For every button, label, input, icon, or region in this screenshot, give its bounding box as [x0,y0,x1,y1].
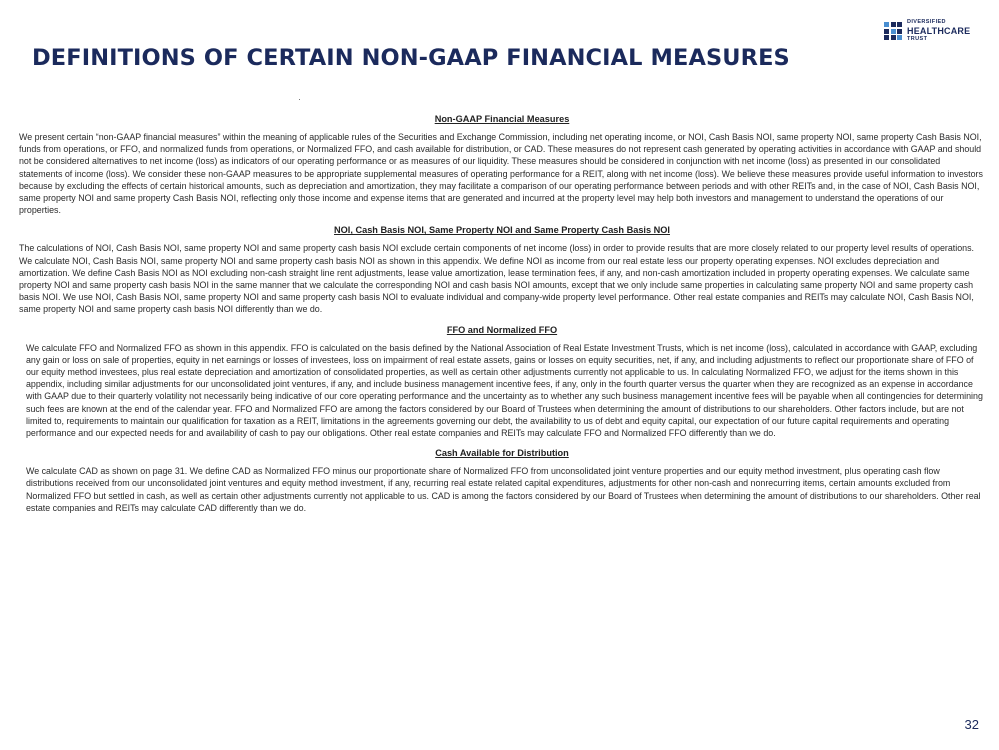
section-non-gaap [19,114,985,216]
section-paragraph: We calculate CAD as shown on page 31. We define CAD as Normalized FFO minus our proportionate share of Normalized FFO from unconsolidated joint venture properties and our equity method investment, plus operating cash flow distributions received from our unconsolidated joint ventures and equity method investment, if any, recurring real estate related capital expenditures, adjustments for other non-cash and nonrecurring items, certain amounts excluded from Normalized FFO but settled in cash, as well as certain other adjustments currently not applicable to us. CAD is among the factors considered by our Board of Trustees when determining the amount of distributions to our shareholders. Other real estate companies and REITs may calculate CAD differently than we do. [26,466,981,513]
section-paragraph: We calculate FFO and Normalized FFO as shown in this appendix. FFO is calculated on the basis defined by the National Association of Real Estate Investment Trusts, which is net income (loss), calculated in accordance with GAAP, excluding any gain or loss on sale of properties, equity in net earnings or losses of investees, loss on impairment of real estate assets, gains or losses on equity securities, net, if any, and including adjustments to reflect our proportionate share of FFO of our equity method investees, plus real estate depreciation and amortization of consolidated properties, as well as certain other adjustments currently not applicable to us. In calculating Normalized FFO, we adjust for the items shown in this appendix, including similar adjustments for our unconsolidated joint ventures, if any, and include business management incentive fees, if any, only in the fourth quarter versus the quarter when they are recognized as an expense in accordance with GAAP due to their quarterly volatility not necessarily being indicative of our core operating performance and the uncertainty as to whether any such business management incentive fees will be payable when all contingencies for determining such fees are known at the end of the calendar year. FFO and Normalized FFO are among the factors considered by our Board of Trustees when determining the amount of distributions to our shareholders. Other factors include, but are not limited to, requirements to maintain our qualification for taxation as a REIT, limitations in the agreements governing our debt, the availability to us of debt and equity capital, our expectation of our future capital requirements and operating performance and our expected needs for and availability of cash to pay our obligations. Other real estate companies and REITs may calculate FFO and Normalized FFO differently than we do. [26,342,983,439]
stray-dot [299,99,300,100]
logo-wordmark [907,20,970,42]
section-paragraph: The calculations of NOI, Cash Basis NOI, same property NOI and same property cash basis NOI exclude certain components of net income (loss) in order to provide results that are more closely related to our property level results of operations. We calculate NOI, Cash Basis NOI, same property NOI and same property cash basis NOI as shown in this appendix. We define NOI as income from our real estate less our property operating expenses. NOI excludes depreciation and amortization. We define Cash Basis NOI as NOI excluding non-cash straight line rent adjustments, lease value amortization, lease termination fees, if any, and non-cash amortization included in property operating expenses. We calculate same property NOI and same property cash basis NOI in the same manner that we calculate the corresponding NOI and cash basis NOI amounts, except that we only include same properties in calculating same property NOI and same property cash basis NOI. We use NOI, Cash Basis NOI, same property NOI and same property cash basis NOI to evaluate individual and company-wide property level performance. Other real estate companies and REITs may calculate NOI, Cash Basis NOI, same property NOI and same property cash basis NOI differently than we do. [19,243,974,315]
section-paragraph: We present certain “non-GAAP financial measures” within the meaning of applicable rules of the Securities and Exchange Commission, including net operating income, or NOI, Cash Basis NOI, same property NOI, same property Cash Basis NOI, funds from operations, or FFO, and normalized funds from operations, or Normalized FFO, and cash available for distribution, or CAD. These measures do not represent cash generated by operating activities in accordance with GAAP and should not be considered alternatives to net income (loss) as indicators of our operating performance or as measures of our liquidity. These measures should be considered in conjunction with net income (loss) as presented in our consolidated statements of income (loss). We consider these non-GAAP measures to be appropriate supplemental measures of operating performance for a REIT, along with net income (loss). We believe these measures provide useful information to investors because by excluding the effects of certain historical amounts, such as depreciation and amortization, they may facilitate a comparison of our operating performance between periods and with other REITs and, in the case of NOI, Cash Basis NOI, same property NOI and same property Cash Basis NOI, reflecting only those income and expense items that are generated and incurred at the property level may help both investors and management to understand the operations of our properties. [19,132,983,216]
section-cad [19,448,985,514]
logo-line-2: HEALTHCARE [907,25,971,36]
section-heading: Non-GAAP Financial Measures [434,114,570,124]
page-title: DEFINITIONS OF CERTAIN NON-GAAP FINANCIAL MEASURES [32,45,790,71]
section-ffo [19,325,985,440]
logo-line-1: DIVERSIFIED [907,19,946,25]
definitions-content [19,114,985,523]
section-heading: Cash Available for Distribution [435,448,569,459]
company-logo [884,20,970,42]
logo-line-3: TRUST [907,35,928,42]
page-number: 32 [964,717,979,732]
section-heading: FFO and Normalized FFO [446,324,558,335]
section-heading: NOI, Cash Basis NOI, Same Property NOI and Same Property Cash Basis NOI [334,225,670,236]
logo-grid-icon [884,22,902,40]
section-noi [19,225,985,315]
